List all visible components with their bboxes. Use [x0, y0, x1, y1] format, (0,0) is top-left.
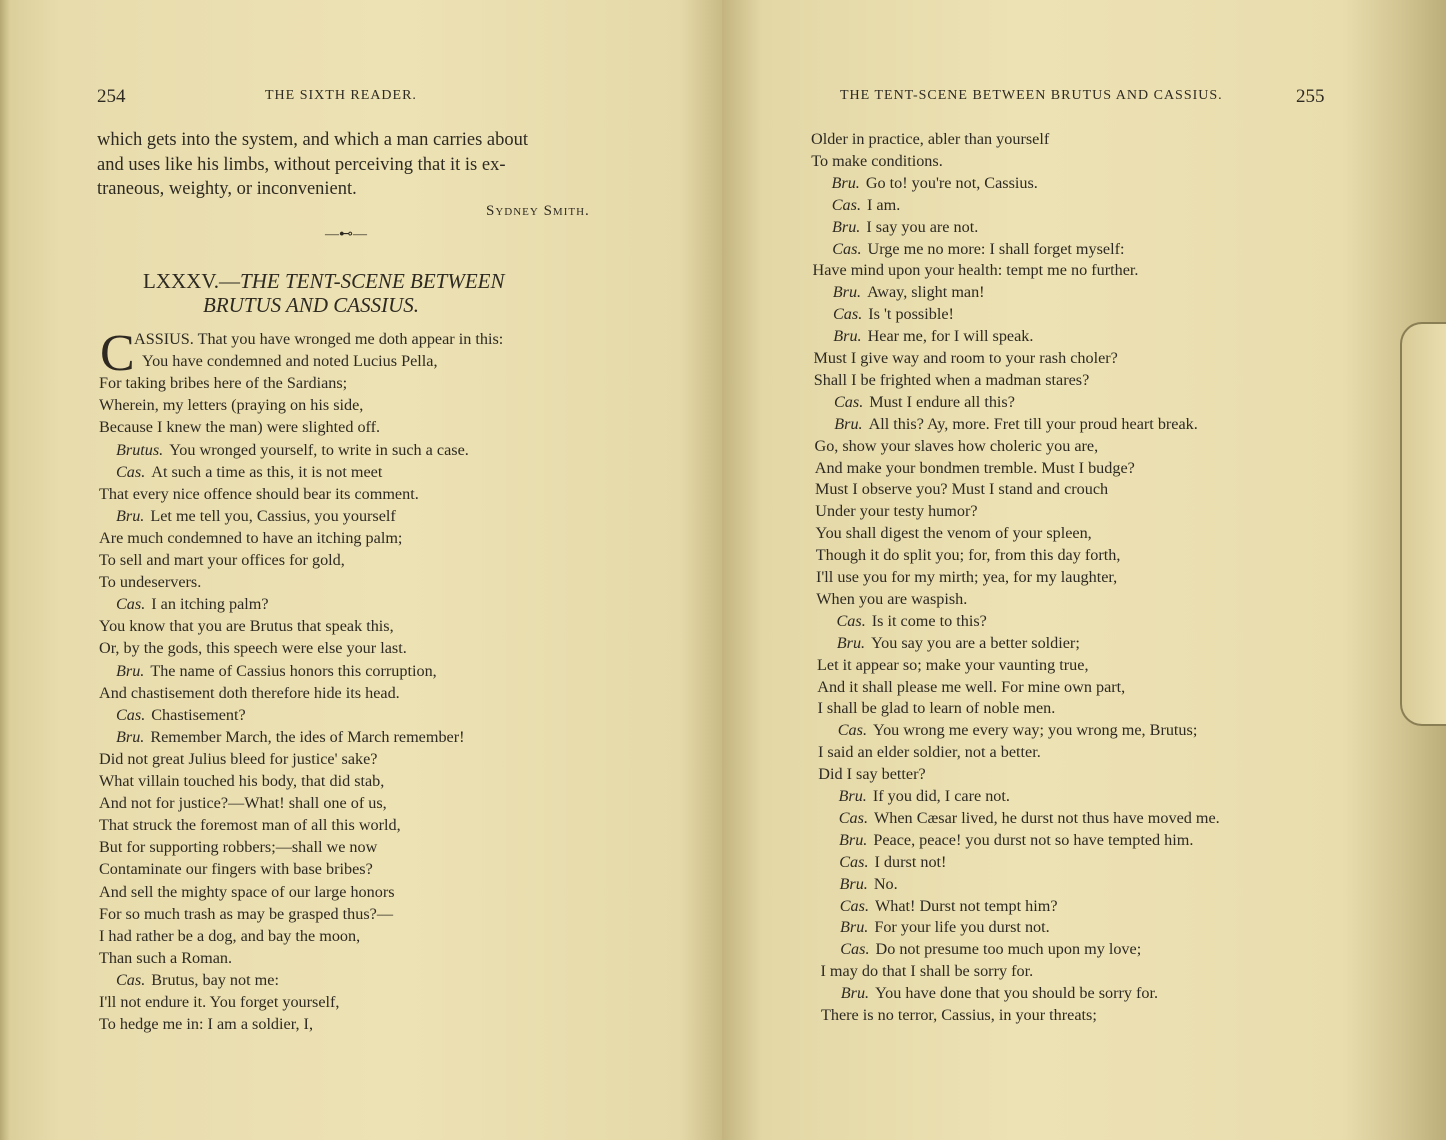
- verse-text: Do not presume too much upon my love;: [875, 940, 1142, 959]
- verse-text: Go, show your slaves how choleric you are,: [814, 436, 1099, 455]
- drop-cap: C: [100, 325, 135, 382]
- verse-text: That struck the foremost man of all this world,: [99, 816, 401, 835]
- speaker-label: Cas.: [116, 970, 146, 989]
- verse-line: [834, 393, 1015, 412]
- speaker-label: Cas.: [838, 808, 868, 827]
- verse-text: I had rather be a dog, and bay the moon,: [99, 926, 361, 945]
- verse-text: Are much condemned to have an itching palm;: [99, 528, 403, 547]
- speaker-label: Cas.: [839, 852, 869, 871]
- verse-line: [99, 772, 384, 791]
- verse-line: [142, 352, 438, 371]
- verse-line: [833, 327, 1033, 346]
- verse-text: For taking bribes here of the Sardians;: [99, 374, 348, 393]
- verse-line: [99, 883, 395, 902]
- verse-line: [99, 639, 407, 658]
- verse-text: And it shall please me well. For mine own part,: [817, 677, 1126, 696]
- verse-line: [116, 971, 279, 990]
- verse-line: [99, 838, 377, 857]
- verse-text: Go to! you're not, Cassius.: [865, 173, 1038, 192]
- running-header: THE TENT-SCENE BETWEEN BRUTUS AND CASSIUS.: [840, 88, 1223, 103]
- verse-line: [840, 940, 1141, 959]
- verse-text: Remember March, the ides of March remember!: [150, 727, 465, 746]
- right-page: [722, 0, 1446, 1140]
- page-tab: [1400, 322, 1446, 726]
- verse-line: [99, 750, 377, 769]
- verse-line: [841, 984, 1158, 1003]
- verse-text: Is it come to this?: [871, 611, 987, 630]
- speaker-label: Cas.: [116, 462, 146, 481]
- verse-line: [840, 897, 1058, 916]
- verse-text: You have condemned and noted Lucius Pella,: [142, 352, 438, 371]
- speaker-label: Cas.: [832, 239, 862, 258]
- running-header: THE SIXTH READER.: [265, 88, 417, 103]
- speaker-label: Bru.: [116, 661, 145, 680]
- verse-line: [832, 240, 1124, 259]
- speaker-label: Cas.: [116, 705, 146, 724]
- prose-line: traneous, weighty, or inconvenient.: [97, 179, 357, 199]
- verse-line: [99, 1015, 313, 1034]
- verse-text: You wronged yourself, to write in such a case.: [169, 440, 469, 459]
- verse-line: [838, 721, 1198, 740]
- author-attribution: Sydney Smith.: [486, 203, 590, 219]
- verse-text: Must I give way and room to your rash choler?: [813, 349, 1118, 367]
- verse-line: [813, 261, 1139, 280]
- verse-text: If you did, I care not.: [872, 787, 1010, 805]
- verse-line: [99, 551, 345, 570]
- verse-text: Hear me, for I will speak.: [867, 327, 1034, 346]
- verse-text: And sell the mighty space of our large honors: [99, 882, 395, 901]
- verse-text: The name of Cassius honors this corruption,: [150, 661, 437, 680]
- verse-line: [839, 831, 1193, 850]
- verse-text: What villain touched his body, that did stab,: [99, 772, 385, 790]
- speaker-label: Bru.: [840, 918, 869, 937]
- verse-line: [811, 130, 1049, 149]
- speaker-label: Cas.: [837, 721, 867, 740]
- verse-line: [839, 787, 1010, 806]
- verse-line: [816, 546, 1121, 565]
- verse-line: [833, 305, 954, 324]
- verse-text: When Cæsar lived, he durst not thus have moved me.: [874, 808, 1220, 827]
- speaker-label: Bru.: [840, 984, 870, 1003]
- verse-text: Shall I be frighted when a madman stares?: [813, 370, 1090, 389]
- verse-text: Have mind upon your health: tempt me no further.: [812, 261, 1139, 280]
- verse-line: [837, 612, 987, 631]
- verse-line: [99, 529, 402, 548]
- verse-line: [816, 590, 967, 609]
- verse-text: Under your testy humor?: [815, 502, 978, 521]
- verse-text: I am.: [867, 195, 901, 214]
- verse-text: Brutus, bay not me:: [151, 970, 279, 989]
- speaker-label: Cas.: [116, 595, 146, 614]
- verse-line: [832, 218, 978, 237]
- lesson-title-line-1: [143, 269, 505, 294]
- page-number: 254: [97, 86, 126, 107]
- verse-text: I'll use you for my mirth; yea, for my laughter,: [816, 568, 1118, 586]
- verse-line: [814, 349, 1118, 368]
- speaker-label: Bru.: [834, 414, 863, 433]
- verse-line: [116, 706, 246, 725]
- verse-line: [840, 918, 1050, 937]
- verse-text: There is no terror, Cassius, in your threats;: [821, 1006, 1097, 1024]
- verse-text: Did not great Julius bleed for justice' sake?: [99, 749, 378, 768]
- verse-text: Let it appear so; make your vaunting true,: [817, 655, 1089, 674]
- prose-line: and uses like his limbs, without perceiving that it is ex-: [97, 155, 506, 175]
- verse-line: [815, 502, 977, 521]
- verse-text: I may do that I shall be sorry for.: [820, 962, 1034, 981]
- verse-line: [99, 374, 347, 393]
- verse-text: Wherein, my letters (praying on his side,: [99, 396, 364, 415]
- verse-text: Urge me no more: I shall forget myself:: [867, 239, 1125, 258]
- lesson-number: LXXXV.—: [143, 269, 241, 293]
- verse-text: Must I endure all this?: [869, 392, 1015, 411]
- verse-line: [99, 905, 393, 924]
- verse-text: I say you are not.: [866, 217, 979, 236]
- speaker-label: Bru.: [839, 874, 868, 893]
- verse-text: You say you are a better soldier;: [871, 633, 1080, 652]
- verse-line: [99, 418, 380, 437]
- verse-text: Peace, peace! you durst not so have tempted him.: [873, 830, 1194, 849]
- verse-line: [116, 595, 269, 614]
- verse-line: [832, 196, 901, 215]
- verse-text: I shall be glad to learn of noble men.: [817, 699, 1056, 718]
- speaker-label: Bru.: [116, 727, 145, 746]
- verse-line: [815, 459, 1135, 478]
- verse-text: Must I observe you? Must I stand and crouch: [815, 480, 1109, 499]
- verse-text: Older in practice, abler than yourself: [811, 130, 1050, 148]
- section-ornament: —⊷—: [325, 227, 367, 242]
- verse-line: [99, 860, 373, 879]
- verse-text: For so much trash as may be grasped thus?—: [99, 904, 394, 923]
- verse-text: ASSIUS. That you have wronged me doth appear in this:: [134, 330, 504, 348]
- verse-text: And make your bondmen tremble. Must I budge?: [814, 458, 1135, 477]
- verse-line: [821, 962, 1034, 981]
- verse-text: I durst not!: [874, 852, 947, 871]
- verse-text: You wrong me every way; you wrong me, Brutus;: [873, 721, 1198, 740]
- verse-line: [99, 617, 394, 636]
- verse-line: [818, 765, 925, 784]
- verse-text: But for supporting robbers;—shall we now: [99, 838, 378, 857]
- lesson-title: THE TENT-SCENE BETWEEN: [240, 269, 505, 293]
- page-number: 255: [1296, 86, 1325, 107]
- verse-text: Let me tell you, Cassius, you yourself: [150, 506, 396, 525]
- verse-line: [818, 699, 1056, 718]
- verse-line: [116, 662, 437, 681]
- verse-line: [99, 684, 400, 703]
- verse-line: [832, 174, 1038, 193]
- verse-line: [839, 853, 946, 872]
- verse-line: [99, 927, 360, 946]
- verse-line: [99, 485, 419, 504]
- verse-text: That every nice offence should bear its comment.: [99, 484, 419, 503]
- speaker-label: Cas.: [834, 392, 864, 411]
- speaker-label: Cas.: [833, 305, 863, 324]
- verse-line: [116, 507, 396, 526]
- speaker-label: Brutus.: [116, 440, 164, 459]
- lesson-title-line-2: [203, 293, 419, 318]
- verse-line: [99, 396, 363, 415]
- verse-text: To sell and mart your offices for gold,: [99, 551, 345, 569]
- verse-line: [815, 437, 1099, 456]
- verse-line: [811, 152, 943, 171]
- verse-line: [116, 441, 469, 460]
- speaker-label: Cas.: [840, 940, 870, 959]
- speaker-label: Bru.: [833, 327, 862, 346]
- verse-text: And not for justice?—What! shall one of us,: [99, 794, 387, 813]
- verse-line: [816, 568, 1117, 587]
- verse-text: You have done that you should be sorry for.: [875, 984, 1159, 1003]
- speaker-label: Bru.: [838, 787, 867, 805]
- verse-line: [99, 993, 339, 1012]
- verse-line: [817, 656, 1089, 675]
- lesson-title: BRUTUS AND CASSIUS.: [203, 293, 420, 317]
- verse-text: Or, by the gods, this speech were else your last.: [99, 639, 407, 658]
- verse-text: For your life you durst not.: [874, 918, 1050, 937]
- verse-text: And chastisement doth therefore hide its head.: [99, 683, 400, 702]
- verse-line: [99, 816, 401, 835]
- verse-line: [833, 283, 985, 302]
- verse-text: Is 't possible!: [868, 305, 954, 324]
- verse-line: [814, 371, 1090, 390]
- verse-line: [116, 728, 465, 747]
- verse-text: At such a time as this, it is not meet: [151, 462, 383, 481]
- verse-line: [134, 330, 503, 349]
- verse-line: [840, 875, 898, 894]
- verse-text: Than such a Roman.: [99, 948, 233, 967]
- verse-text: I an itching palm?: [151, 595, 269, 614]
- verse-text: To undeservers.: [99, 573, 202, 592]
- verse-line: [834, 415, 1198, 434]
- verse-text: No.: [873, 874, 898, 893]
- verse-text: To hedge me in: I am a soldier, I,: [99, 1015, 313, 1034]
- verse-line: [99, 794, 387, 813]
- verse-line: [817, 678, 1125, 697]
- verse-line: [818, 743, 1041, 762]
- verse-text: All this? Ay, more. Fret till your proud heart break.: [868, 414, 1198, 433]
- verse-line: [99, 949, 232, 968]
- speaker-label: Cas.: [839, 896, 869, 915]
- verse-line: [839, 809, 1220, 828]
- speaker-label: Bru.: [116, 506, 145, 525]
- verse-line: [837, 634, 1080, 653]
- speaker-label: Bru.: [832, 283, 862, 302]
- verse-text: When you are waspish.: [816, 589, 968, 608]
- speaker-label: Bru.: [836, 633, 866, 652]
- verse-text: I'll not endure it. You forget yourself,: [99, 993, 340, 1011]
- verse-text: Chastisement?: [151, 705, 246, 724]
- verse-text: Away, slight man!: [867, 283, 985, 302]
- verse-text: Though it do split you; for, from this day forth,: [815, 546, 1121, 565]
- speaker-label: Cas.: [836, 611, 866, 630]
- verse-text: Because I knew the man) were slighted off.: [99, 418, 381, 437]
- verse-line: [815, 480, 1108, 499]
- verse-line: [116, 463, 382, 482]
- speaker-label: Cas.: [831, 195, 861, 214]
- verse-line: [99, 573, 201, 592]
- verse-text: I said an elder soldier, not a better.: [818, 743, 1041, 762]
- verse-line: [816, 524, 1092, 543]
- verse-text: Contaminate our fingers with base bribes?: [99, 860, 373, 879]
- verse-text: You shall digest the venom of your spleen,: [815, 524, 1092, 543]
- prose-line: which gets into the system, and which a man carries about: [97, 130, 529, 150]
- speaker-label: Bru.: [831, 173, 860, 192]
- verse-text: To make conditions.: [811, 151, 943, 170]
- speaker-label: Bru.: [839, 830, 868, 849]
- verse-text: What! Durst not tempt him?: [875, 896, 1058, 915]
- speaker-label: Bru.: [832, 217, 861, 236]
- left-page: [0, 0, 722, 1140]
- verse-line: [821, 1006, 1097, 1025]
- verse-text: You know that you are Brutus that speak this,: [99, 617, 394, 636]
- verse-text: Did I say better?: [818, 765, 926, 784]
